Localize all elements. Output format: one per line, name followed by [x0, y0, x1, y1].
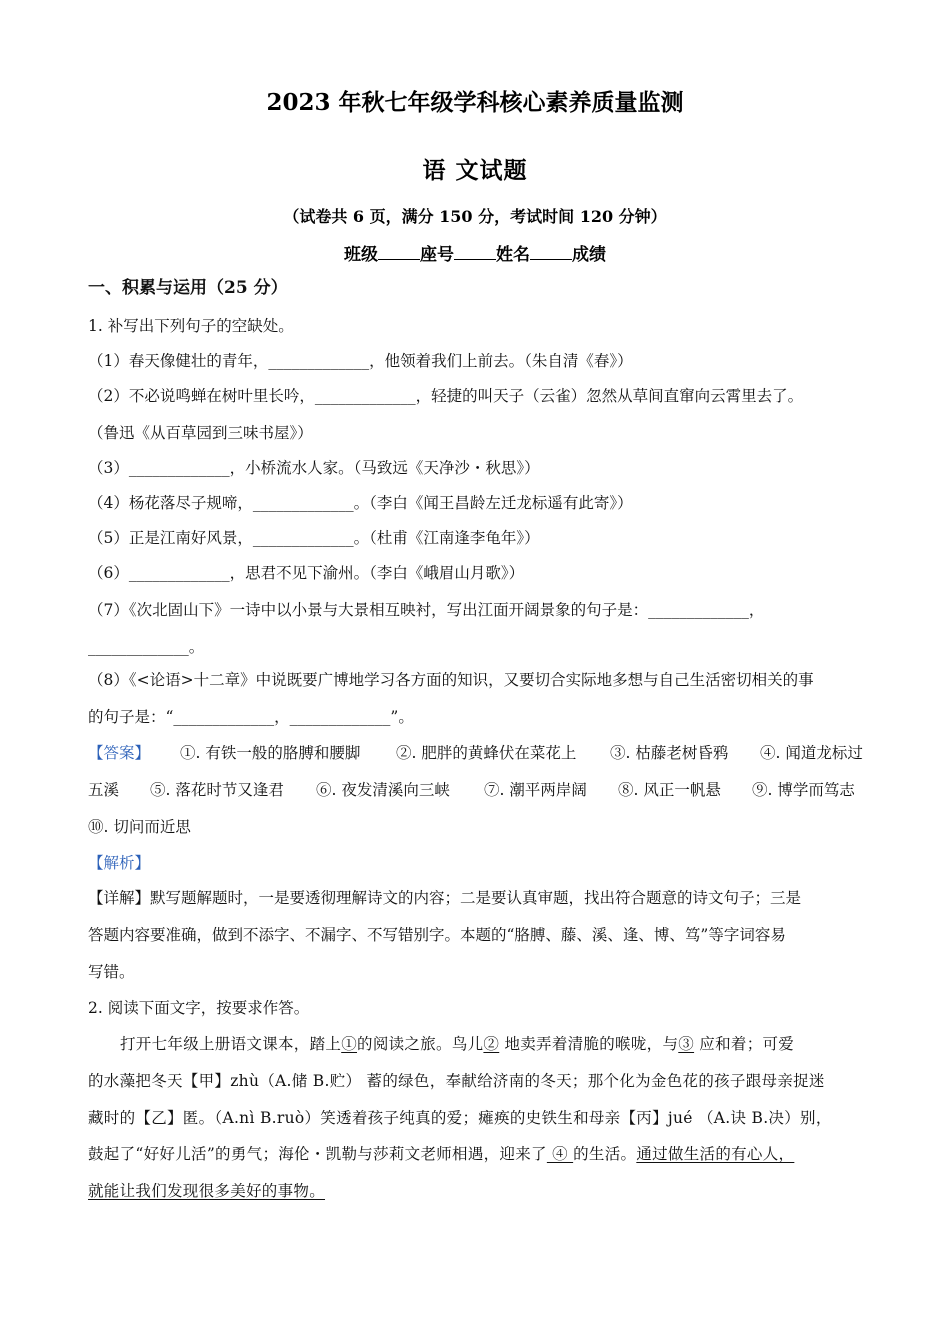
q1-item: （5）正是江南好风景，_____________。（杜甫《江南逢李龟年》）	[88, 529, 540, 547]
subject-title: 语 文试题	[422, 157, 528, 184]
passage-text: 的阅读之旅。鸟儿	[357, 1035, 484, 1053]
field-name: 姓名	[496, 245, 530, 265]
answer-item: ⑤. 落花时节又逢君	[150, 781, 284, 799]
question-1-stem: 1. 补写出下列句子的空缺处。	[88, 317, 294, 335]
student-fields	[0, 240, 950, 265]
answer-item: ②. 肥胖的黄蜂伏在菜花上	[396, 744, 577, 762]
passage-text: 的生活。	[573, 1145, 637, 1163]
q1-item: （3）_____________，小桥流水人家。（马致远《天净沙・秋思》）	[88, 459, 540, 477]
passage-line-2: 的水藻把冬天【甲】zhù（A.储 B.贮） 蓄的绿色，奉献给济南的冬天；那个化为金色花的孩子跟母亲捉迷	[88, 1072, 825, 1090]
q1-item: （1）春天像健壮的青年，_____________，他领着我们上前去。（朱自清《春》）	[88, 352, 633, 370]
passage-line-3: 藏时的【乙】匿。（A.nì B.ruò）笑透着孩子纯真的爱；瘫痪的史铁生和母亲【丙】jué （A.诀 B.决）别，	[88, 1109, 832, 1127]
q1-item: （4）杨花落尽子规啼，_____________。（李白《闻王昌龄左迁龙标遥有此寄》）	[88, 494, 633, 512]
blank-marker-3: ③	[678, 1035, 695, 1053]
answer-item: 五溪	[88, 781, 120, 799]
underlined-sentence: 通过做生活的有心人，	[636, 1145, 795, 1163]
q1-item: _____________。	[88, 638, 205, 656]
section-heading: 一、积累与运用（25 分）	[88, 278, 288, 298]
answer-item: ⑥. 夜发清溪向三峡	[316, 781, 450, 799]
blank-marker-1: ①	[341, 1035, 358, 1053]
answer-item: ⑦. 潮平两岸阔	[484, 781, 587, 799]
answer-tag: 【答案】	[88, 744, 151, 762]
passage-text: 打开七年级上册语文课本，踏上	[120, 1035, 342, 1053]
passage-text: 地卖弄着清脆的喉咙，与	[499, 1035, 679, 1053]
answer-line-1	[88, 743, 878, 763]
q1-item: （2）不必说鸣蝉在树叶里长吟，_____________，轻捷的叫天子（云雀）忽然从草间直窜向云霄里去了。	[88, 387, 804, 405]
answer-item: ⑨. 博学而笃志	[752, 781, 855, 799]
answer-item: ⑧. 风正一帆悬	[618, 781, 721, 799]
field-seat: 座号	[420, 245, 454, 265]
exam-title: 2023 年秋七年级学科核心素养质量监测	[266, 89, 684, 116]
answer-item: ③. 枯藤老树昏鸦	[610, 744, 729, 762]
blank-marker-2: ②	[483, 1035, 500, 1053]
detail-line: 【详解】默写题解题时，一是要透彻理解诗文的内容；二是要认真审题，找出符合题意的诗文句子；三是	[88, 889, 802, 907]
passage-line-4	[88, 1144, 878, 1164]
exam-info: （试卷共 6 页，满分 150 分，考试时间 120 分钟）	[283, 207, 667, 226]
question-2-stem: 2. 阅读下面文字，按要求作答。	[88, 999, 310, 1017]
detail-line: 答题内容要准确，做到不添字、不漏字、不写错别字。本题的“胳膊、藤、溪、逢、博、笃”等字词容易	[88, 926, 786, 944]
blank-marker-4: ④	[546, 1145, 574, 1163]
passage-text: 应和着；可爱	[694, 1035, 795, 1053]
detail-line: 写错。	[88, 963, 135, 981]
q1-item: （6）_____________，思君不见下渝州。（李白《峨眉山月歌》）	[88, 564, 525, 582]
passage-line-5	[88, 1181, 878, 1201]
answer-item: ①. 有铁一般的胳膊和腰脚	[180, 744, 361, 762]
field-class: 班级	[344, 245, 378, 265]
q1-item: 的句子是：“_____________，_____________”。	[88, 708, 414, 726]
analysis-tag: 【解析】	[88, 854, 151, 872]
answer-item: ④. 闻道龙标过	[760, 744, 863, 762]
passage-text: 鼓起了“好好儿活”的勇气；海伦・凯勒与莎莉文老师相遇，迎来了	[88, 1145, 547, 1163]
field-score: 成绩	[572, 245, 606, 265]
q1-item: （7）《次北固山下》一诗中以小景与大景相互映衬，写出江面开阔景象的句子是：_____________，	[88, 601, 765, 619]
answer-line-3: ⑩. 切问而近思	[88, 818, 191, 836]
underlined-sentence: 就能让我们发现很多美好的事物。	[88, 1182, 326, 1200]
passage-line-1	[120, 1034, 880, 1054]
q1-item: （鲁迅《从百草园到三味书屋》）	[88, 424, 313, 442]
q1-item: （8）《<论语>十二章》中说既要广博地学习各方面的知识，又要切合实际地多想与自己生活密切相关的事	[88, 671, 814, 689]
